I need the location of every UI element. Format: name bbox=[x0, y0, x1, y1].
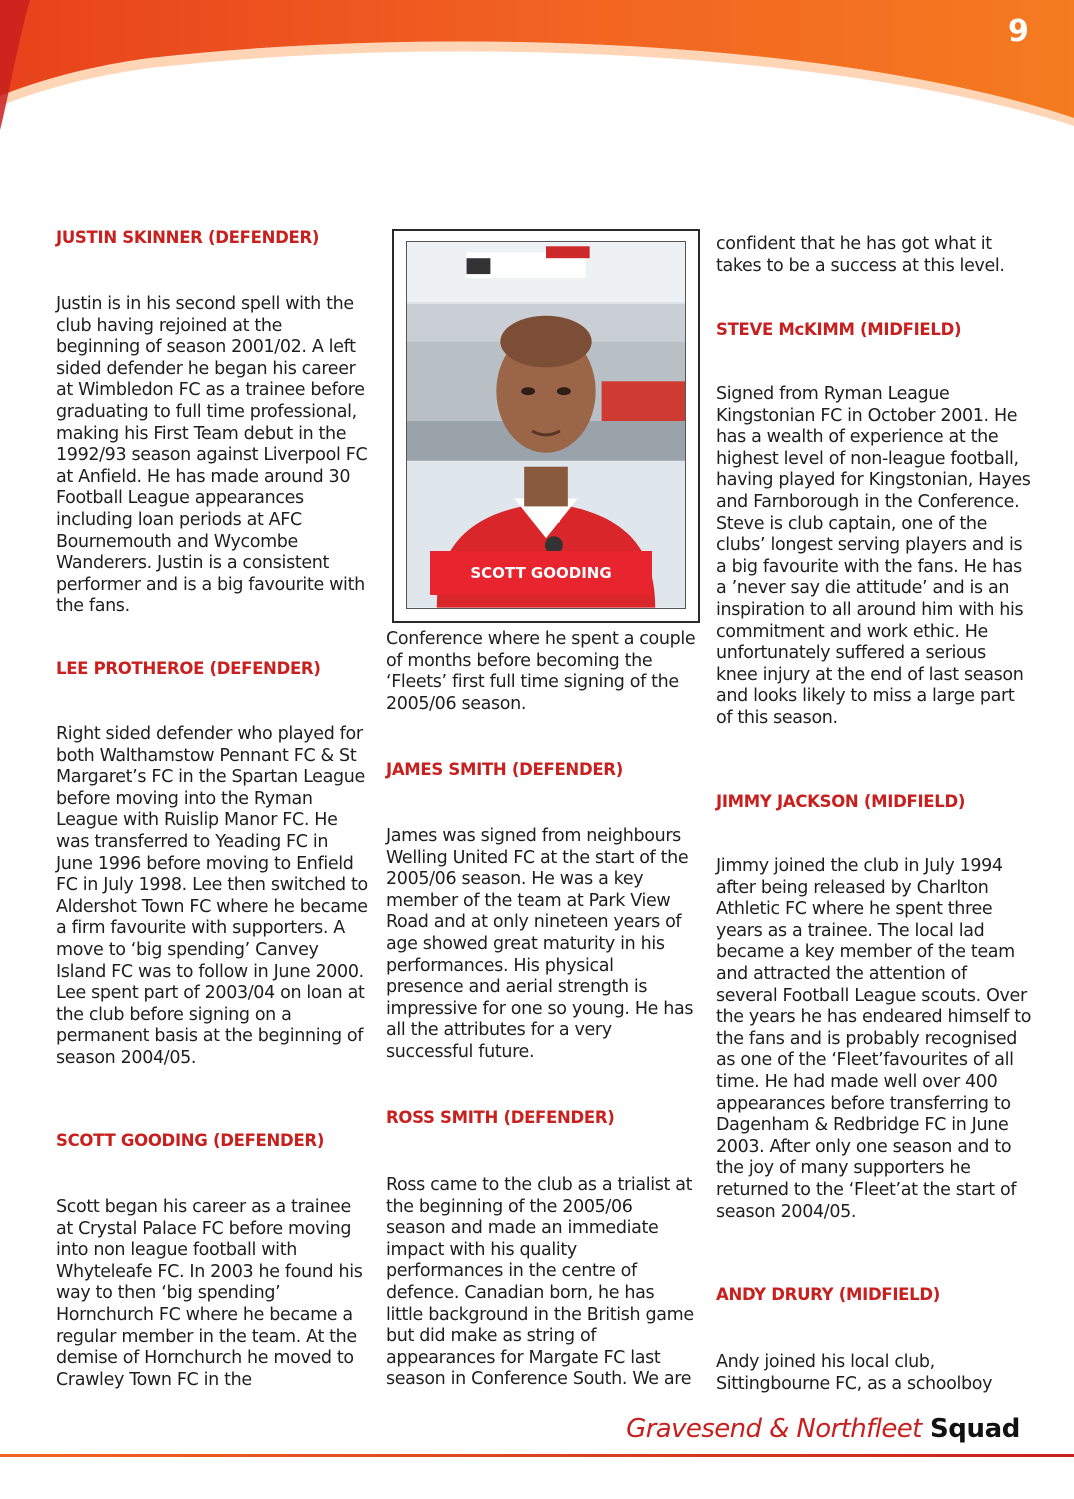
footer-club-name: Gravesend & Northfleet bbox=[626, 1414, 922, 1444]
bio-lee-protheroe: Right sided defender who played for both Walthamstow Pennant FC & St Margaret’s FC in the Spartan League before moving into the Ryman League with Ruislip Manor FC. He was transferred to Yeading FC in June 1996 before moving to Enfield FC in July 1998. Lee then switched to Aldershot Town FC where he became a firm favourite with supporters. A move to ‘big spending’ Canvey Island FC was to follow in June 2000. Lee spent part of 2003/04 on loan at the club before signing on a permanent basis at the beginning of season 2004/05. bbox=[56, 724, 368, 1068]
bio-scott-gooding-continued: Conference where he spent a couple of months before becoming the ‘Fleets’ first full time signing of the 2005/06 season. bbox=[386, 629, 696, 714]
heading-lee-protheroe: LEE PROTHEROE (DEFENDER) bbox=[56, 659, 321, 678]
player-photo-frame bbox=[392, 229, 700, 623]
heading-steve-mckimm: STEVE McKIMM (MIDFIELD) bbox=[716, 320, 962, 339]
header-swoosh bbox=[0, 0, 1074, 220]
bio-justin-skinner: Justin is in his second spell with the club having rejoined at the beginning of season 2001/02. A left sided defender he began his career at Wimbledon FC as a trainee before graduating to full time professional, making his First Team debut in the 1992/93 season against Liverpool FC at Anfield. He has made around 30 Football League appearances including loan periods at AFC Bournemouth and Wycombe Wanderers. Justin is a consistent performer and is a big favourite with the fans. bbox=[56, 294, 368, 617]
bio-ross-smith: Ross came to the club as a trialist at the beginning of the 2005/06 season and made an immediate impact with his quality performances in the centre of defence. Canadian born, he has little background in the British game but did make as string of appearances for Margate FC last season in Conference South. We are bbox=[386, 1175, 694, 1390]
footer-section-title: Squad bbox=[929, 1414, 1020, 1444]
bio-jimmy-jackson: Jimmy joined the club in July 1994 after being released by Charlton Athletic FC where he spent three years as a trainee. The local lad became a key member of the team and attracted the attention of several Football League scouts. Over the years he has endeared himself to the fans and is probably recognised as one of the ‘Fleet’favourites of all time. He had made well over 400 appearances before transferring to Dagenham & Redbridge FC in June 2003. After only one season and to the joy of many supporters he returned to the ‘Fleet’at the start of season 2004/05. bbox=[716, 856, 1032, 1222]
bio-steve-mckimm: Signed from Ryman League Kingstonian FC in October 2001. He has a wealth of experience at the highest level of non-league football, having played for Kingstonian, Hayes and Farnborough in the Conference. Steve is club captain, one of the clubs’ longest serving players and is a big favourite with the fans. He has a ’never say die attitude’ and is an inspiration to all around him with his commitment and work ethic. He unfortunately suffered a serious knee injury at the end of last season and looks likely to miss a large part of this season. bbox=[716, 384, 1031, 728]
bio-andy-drury: Andy joined his local club, Sittingbourne FC, as a schoolboy bbox=[716, 1352, 993, 1394]
heading-andy-drury: ANDY DRURY (MIDFIELD) bbox=[716, 1285, 940, 1304]
heading-scott-gooding: SCOTT GOODING (DEFENDER) bbox=[56, 1131, 325, 1150]
photo-caption: SCOTT GOODING bbox=[430, 551, 652, 595]
bio-ross-smith-continued: confident that he has got what it takes to be a success at this level. bbox=[716, 234, 1005, 276]
heading-james-smith: JAMES SMITH (DEFENDER) bbox=[386, 760, 623, 779]
page-number: 9 bbox=[1008, 14, 1029, 49]
bio-james-smith: James was signed from neighbours Welling United FC at the start of the 2005/06 season. He was a key member of the team at Park View Road and at only nineteen years of age showed great maturity in his performances. His physical presence and aerial strength is impressive for one so young. He has all the attributes for a very successful future. bbox=[386, 826, 694, 1062]
footer-rule bbox=[0, 1452, 1074, 1462]
heading-jimmy-jackson: JIMMY JACKSON (MIDFIELD) bbox=[716, 792, 966, 811]
footer-brand bbox=[626, 1414, 1020, 1444]
bio-scott-gooding: Scott began his career as a trainee at Crystal Palace FC before moving into non league football with Whyteleafe FC. In 2003 he found his way to then ‘big spending’ Hornchurch FC where he became a regular member in the team. At the demise of Hornchurch he moved to Crawley Town FC in the bbox=[56, 1197, 363, 1390]
heading-ross-smith: ROSS SMITH (DEFENDER) bbox=[386, 1108, 615, 1127]
heading-justin-skinner: JUSTIN SKINNER (DEFENDER) bbox=[56, 228, 320, 247]
